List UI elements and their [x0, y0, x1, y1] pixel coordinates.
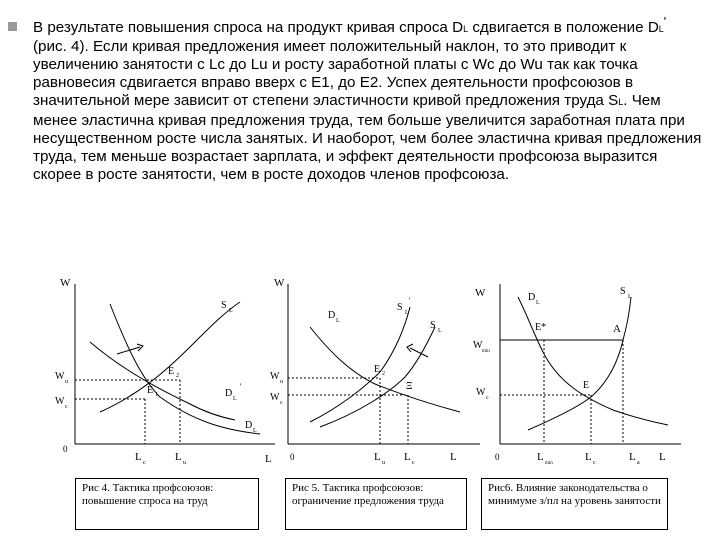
- fig5-demand-curve: [310, 327, 460, 412]
- fig6-l-label: L: [659, 451, 666, 463]
- fig4-lu: L: [175, 451, 182, 463]
- fig5-l-label: L: [450, 451, 457, 463]
- fig4-dl-sub: L: [253, 428, 257, 434]
- figure-6-caption: Рис6. Влияние законодательства о минимуме з/пл на уровень занятости: [481, 478, 668, 530]
- fig6-la: L: [629, 451, 636, 463]
- paragraph-prime: ': [663, 15, 667, 29]
- fig4-wc: W: [55, 396, 65, 407]
- fig5-wc: W: [270, 392, 280, 403]
- fig4-wu: W: [55, 371, 65, 382]
- fig4-dl: D: [245, 420, 253, 431]
- fig5-sl-sub: L: [438, 328, 442, 334]
- paragraph-sentence-1: В результате повышения спроса на продукт кривая спроса D: [33, 19, 464, 37]
- figure-4-svg: [55, 272, 280, 472]
- paragraph-sub-1: L: [463, 24, 469, 35]
- fig5-supply-curve: [320, 327, 435, 427]
- fig5-lc: L: [404, 451, 411, 463]
- fig5-sl2-prime: ': [409, 296, 411, 305]
- figure-6-graph: [473, 272, 685, 477]
- figure-5-svg: [270, 272, 485, 472]
- bullet-icon: [8, 22, 17, 31]
- fig4-lc-sub: c: [143, 460, 146, 466]
- figure-6-svg: [473, 272, 685, 472]
- fig4-zero: 0: [63, 444, 68, 454]
- fig4-e2-sub: 2: [176, 373, 179, 379]
- fig6-e-star: E*: [535, 322, 547, 333]
- fig6-wc-sub: c: [486, 395, 489, 401]
- fig6-lc-sub: c: [593, 460, 596, 466]
- fig6-lc: L: [585, 451, 592, 463]
- fig6-e: E: [583, 380, 590, 391]
- paragraph-sub-3: L: [618, 97, 624, 108]
- fig4-dl2: D: [225, 388, 233, 399]
- main-paragraph: [33, 13, 703, 184]
- fig6-dl-sub: L: [536, 300, 540, 306]
- fig6-dl: D: [528, 292, 536, 303]
- paragraph-sentence-3: (рис. 4). Если кривая предложения имеет положительный наклон, то это приводит к увеличению занятости с Lc до Lu и росту заработной платы с Wc до Wu так как точка равновесия сдвигается вправо вверх с E1, до E2. Успех деятельности профсоюзов в значительной мере зависит от степени эластичности кривой предложения труда S: [33, 38, 638, 110]
- fig6-wmin: W: [473, 340, 483, 351]
- fig6-lmin-sub: min: [545, 461, 553, 466]
- fig5-zero: 0: [290, 452, 295, 462]
- fig6-w-label: W: [475, 287, 486, 299]
- fig4-e1: E: [147, 385, 154, 396]
- fig5-dl: D: [328, 310, 336, 321]
- fig4-w-label: W: [60, 277, 71, 289]
- fig5-e2: E: [374, 364, 381, 375]
- fig4-dl2-sub: L: [233, 396, 237, 402]
- figure-4-graph: [55, 272, 280, 477]
- fig5-sl: S: [430, 320, 436, 331]
- fig5-sl2: S: [397, 302, 403, 313]
- figure-4-caption: Рис 4. Тактика профсоюзов: повышение спроса на труд: [75, 478, 259, 530]
- fig4-demand-curve: [110, 304, 260, 434]
- fig4-wc-sub: c: [65, 404, 68, 410]
- fig4-dl2-prime: ': [240, 382, 242, 391]
- fig4-e1-sub: 1: [155, 392, 158, 398]
- fig6-a: A: [613, 323, 621, 335]
- fig6-supply-curve: [528, 297, 631, 430]
- fig4-lu-sub: u: [183, 460, 186, 466]
- fig5-e1: Ξ: [406, 381, 413, 392]
- fig5-shift-arrow: [410, 348, 428, 357]
- fig5-sl2-sub: L: [405, 310, 409, 316]
- fig6-zero: 0: [495, 452, 500, 462]
- fig4-sl-sub: L: [229, 308, 233, 314]
- figure-5-graph: [270, 272, 485, 477]
- fig4-lc: L: [135, 451, 142, 463]
- fig6-wmin-sub: min: [482, 349, 490, 354]
- fig4-supply-curve: [100, 302, 240, 412]
- paragraph-sentence-2: сдвигается в положение D: [472, 19, 659, 37]
- fig4-sl: S: [221, 300, 227, 311]
- fig6-lmin: L: [537, 451, 544, 463]
- fig6-sl-sub: L: [628, 294, 632, 300]
- paragraph-sub-2: L: [658, 24, 664, 35]
- fig5-lc-sub: c: [412, 460, 415, 466]
- fig4-e2: E: [168, 366, 175, 377]
- fig5-wu-sub: u: [280, 379, 283, 385]
- paragraph-sentence-4: . Чем менее эластична кривая предложения труда, тем больше увеличится заработная плата при несущественном росте числа занятых. И наоборот, чем более эластична кривая предложения труда, тем меньше возрастает зарплата, и эффект деятельности профсоюза выразится скорее в росте занятости, чем в росте доходов членов профсоюза.: [33, 92, 702, 183]
- figure-5-caption: Рис 5. Тактика профсоюзов: ограничение предложения труда: [285, 478, 467, 530]
- fig5-dl-sub: L: [336, 318, 340, 324]
- fig6-wc: W: [476, 387, 486, 398]
- fig5-lu-sub: u: [382, 460, 385, 466]
- fig5-lu: L: [374, 451, 381, 463]
- fig4-demand-shifted-curve: [90, 342, 235, 420]
- fig5-wc-sub: c: [280, 400, 283, 406]
- fig6-sl: S: [620, 286, 626, 297]
- fig5-wu: W: [270, 371, 280, 382]
- fig5-w-label: W: [274, 277, 285, 289]
- fig5-supply-shifted-curve: [310, 307, 413, 422]
- fig6-demand-curve: [518, 297, 668, 425]
- fig5-e2-sub: 2: [382, 371, 385, 377]
- fig4-l-label: L: [265, 453, 272, 465]
- fig6-la-sub: a: [637, 460, 640, 466]
- fig4-wu-sub: u: [65, 379, 68, 385]
